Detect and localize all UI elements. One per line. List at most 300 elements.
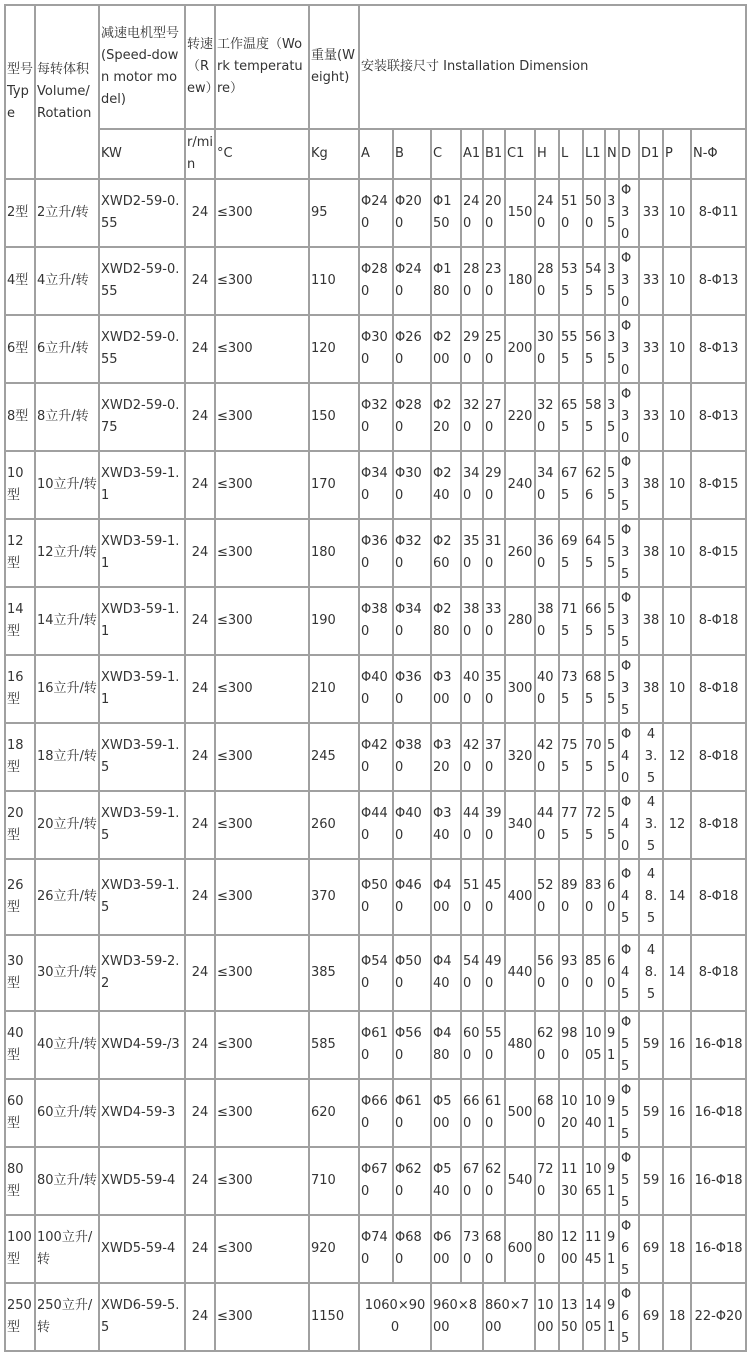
table-row (5, 179, 746, 247)
cell-a: Φ740 (359, 1215, 393, 1283)
table-row (5, 1283, 746, 1351)
cell-type: 6型 (5, 315, 35, 383)
cell-b: Φ610 (393, 1079, 431, 1147)
cell-b1: 270 (483, 383, 505, 451)
cell-volume: 14立升/转 (35, 587, 99, 655)
unit-cell: L (559, 129, 583, 179)
cell-volume: 6立升/转 (35, 315, 99, 383)
cell-motor: XWD6-59-5.5 (99, 1283, 185, 1351)
table-row (5, 1215, 746, 1283)
cell-c1: 200 (505, 315, 535, 383)
cell-h: 680 (535, 1079, 559, 1147)
cell-h: 360 (535, 519, 559, 587)
cell-temp: ≤300 (215, 791, 309, 859)
cell-a1: 660 (461, 1079, 483, 1147)
cell-h: 340 (535, 451, 559, 519)
cell-c: Φ600 (431, 1215, 461, 1283)
cell-b: Φ680 (393, 1215, 431, 1283)
cell-a: Φ320 (359, 383, 393, 451)
cell-l1: 1065 (583, 1147, 605, 1215)
cell-nphi: 16-Φ18 (691, 1147, 746, 1215)
cell-c: Φ400 (431, 859, 461, 935)
cell-d: Φ65 (619, 1283, 639, 1351)
cell-nphi: 8-Φ18 (691, 655, 746, 723)
cell-nphi: 8-Φ13 (691, 315, 746, 383)
unit-cell: KW (99, 129, 185, 179)
table-row (5, 247, 746, 315)
cell-l1: 665 (583, 587, 605, 655)
cell-d: Φ45 (619, 859, 639, 935)
table-row (5, 859, 746, 935)
cell-speed: 24 (185, 859, 215, 935)
cell-a1: 420 (461, 723, 483, 791)
cell-n: 55 (605, 451, 619, 519)
cell-h: 380 (535, 587, 559, 655)
cell-p: 12 (663, 791, 691, 859)
cell-speed: 24 (185, 935, 215, 1011)
table-row (5, 655, 746, 723)
cell-p: 14 (663, 935, 691, 1011)
cell-p: 10 (663, 587, 691, 655)
cell-c1: 480 (505, 1011, 535, 1079)
cell-b1: 680 (483, 1215, 505, 1283)
cell-a: Φ340 (359, 451, 393, 519)
cell-d: Φ55 (619, 1011, 639, 1079)
unit-cell: Kg (309, 129, 359, 179)
cell-n: 60 (605, 935, 619, 1011)
cell-l: 510 (559, 179, 583, 247)
cell-volume: 4立升/转 (35, 247, 99, 315)
cell-motor: XWD3-59-2.2 (99, 935, 185, 1011)
cell-l1: 500 (583, 179, 605, 247)
cell-l: 695 (559, 519, 583, 587)
cell-b1: 370 (483, 723, 505, 791)
cell-c1: 300 (505, 655, 535, 723)
cell-d: Φ55 (619, 1147, 639, 1215)
cell-d1: 69 (639, 1283, 663, 1351)
cell-c1: 280 (505, 587, 535, 655)
cell-l: 1200 (559, 1215, 583, 1283)
header-volume: 每转体积Volume/Rotation (35, 5, 99, 179)
cell-motor: XWD3-59-1.5 (99, 723, 185, 791)
unit-cell: L1 (583, 129, 605, 179)
cell-b: Φ360 (393, 655, 431, 723)
unit-cell: N-Φ (691, 129, 746, 179)
cell-type: 16型 (5, 655, 35, 723)
cell-a1: 380 (461, 587, 483, 655)
cell-nphi: 8-Φ11 (691, 179, 746, 247)
cell-l: 735 (559, 655, 583, 723)
cell-volume: 30立升/转 (35, 935, 99, 1011)
cell-c1: 320 (505, 723, 535, 791)
cell-d1: 33 (639, 179, 663, 247)
cell-n: 91 (605, 1215, 619, 1283)
cell-h: 300 (535, 315, 559, 383)
cell-h: 440 (535, 791, 559, 859)
cell-temp: ≤300 (215, 1283, 309, 1351)
cell-nphi: 8-Φ13 (691, 383, 746, 451)
cell-type: 4型 (5, 247, 35, 315)
cell-b1: 620 (483, 1147, 505, 1215)
cell-nphi: 8-Φ18 (691, 587, 746, 655)
cell-volume: 2立升/转 (35, 179, 99, 247)
cell-nphi: 16-Φ18 (691, 1079, 746, 1147)
cell-l: 890 (559, 859, 583, 935)
cell-type: 20型 (5, 791, 35, 859)
cell-d1: 38 (639, 451, 663, 519)
cell-b: Φ400 (393, 791, 431, 859)
cell-b: Φ200 (393, 179, 431, 247)
cell-temp: ≤300 (215, 723, 309, 791)
cell-speed: 24 (185, 1147, 215, 1215)
cell-volume: 16立升/转 (35, 655, 99, 723)
unit-cell: B (393, 129, 431, 179)
cell-c: Φ280 (431, 587, 461, 655)
cell-b: Φ260 (393, 315, 431, 383)
cell-a: Φ420 (359, 723, 393, 791)
cell-n: 91 (605, 1079, 619, 1147)
cell-volume: 60立升/转 (35, 1079, 99, 1147)
header-speed: 转速（Rew） (185, 5, 215, 129)
unit-cell: H (535, 129, 559, 179)
unit-cell: C (431, 129, 461, 179)
unit-cell: A (359, 129, 393, 179)
cell-speed: 24 (185, 1011, 215, 1079)
cell-b: Φ380 (393, 723, 431, 791)
cell-l1: 1040 (583, 1079, 605, 1147)
cell-weight: 1150 (309, 1283, 359, 1351)
cell-type: 250型 (5, 1283, 35, 1351)
cell-a: Φ500 (359, 859, 393, 935)
cell-n: 35 (605, 315, 619, 383)
cell-b: Φ240 (393, 247, 431, 315)
cell-a1c1: 860×700 (483, 1283, 535, 1351)
cell-c: Φ480 (431, 1011, 461, 1079)
cell-n: 55 (605, 723, 619, 791)
cell-type: 30型 (5, 935, 35, 1011)
cell-type: 60型 (5, 1079, 35, 1147)
cell-bc: 960×800 (431, 1283, 483, 1351)
cell-c: Φ220 (431, 383, 461, 451)
cell-nphi: 8-Φ18 (691, 723, 746, 791)
unit-cell: r/min (185, 129, 215, 179)
cell-motor: XWD5-59-4 (99, 1147, 185, 1215)
cell-h: 320 (535, 383, 559, 451)
cell-nphi: 8-Φ18 (691, 791, 746, 859)
cell-nphi: 8-Φ15 (691, 519, 746, 587)
cell-c: Φ300 (431, 655, 461, 723)
cell-temp: ≤300 (215, 247, 309, 315)
cell-motor: XWD2-59-0.55 (99, 247, 185, 315)
cell-c: Φ200 (431, 315, 461, 383)
cell-n: 35 (605, 383, 619, 451)
cell-a: Φ300 (359, 315, 393, 383)
cell-weight: 710 (309, 1147, 359, 1215)
cell-d1: 59 (639, 1079, 663, 1147)
cell-b1: 250 (483, 315, 505, 383)
cell-temp: ≤300 (215, 519, 309, 587)
cell-a1: 730 (461, 1215, 483, 1283)
cell-a: Φ360 (359, 519, 393, 587)
cell-l: 715 (559, 587, 583, 655)
cell-weight: 150 (309, 383, 359, 451)
cell-p: 10 (663, 519, 691, 587)
cell-p: 16 (663, 1011, 691, 1079)
cell-d1: 59 (639, 1147, 663, 1215)
cell-nphi: 8-Φ15 (691, 451, 746, 519)
cell-weight: 620 (309, 1079, 359, 1147)
cell-b1: 230 (483, 247, 505, 315)
cell-a1: 510 (461, 859, 483, 935)
cell-d1: 59 (639, 1011, 663, 1079)
cell-b: Φ300 (393, 451, 431, 519)
cell-l1: 705 (583, 723, 605, 791)
cell-volume: 100立升/转 (35, 1215, 99, 1283)
cell-b: Φ500 (393, 935, 431, 1011)
cell-l: 535 (559, 247, 583, 315)
cell-a1: 240 (461, 179, 483, 247)
cell-a1: 440 (461, 791, 483, 859)
unit-cell: A1 (461, 129, 483, 179)
cell-n: 60 (605, 859, 619, 935)
table-row (5, 1011, 746, 1079)
cell-temp: ≤300 (215, 451, 309, 519)
cell-volume: 18立升/转 (35, 723, 99, 791)
cell-motor: XWD3-59-1.1 (99, 655, 185, 723)
cell-c1: 220 (505, 383, 535, 451)
header-motor: 减速电机型号(Speed-down motor model) (99, 5, 185, 129)
cell-type: 10型 (5, 451, 35, 519)
cell-motor: XWD4-59-/3 (99, 1011, 185, 1079)
cell-d1: 33 (639, 315, 663, 383)
cell-h: 520 (535, 859, 559, 935)
cell-weight: 245 (309, 723, 359, 791)
cell-h: 400 (535, 655, 559, 723)
cell-type: 2型 (5, 179, 35, 247)
cell-d1: 48.5 (639, 859, 663, 935)
cell-volume: 10立升/转 (35, 451, 99, 519)
cell-temp: ≤300 (215, 1147, 309, 1215)
cell-c1: 400 (505, 859, 535, 935)
cell-b1: 330 (483, 587, 505, 655)
cell-a1: 670 (461, 1147, 483, 1215)
cell-a: Φ440 (359, 791, 393, 859)
cell-l: 555 (559, 315, 583, 383)
cell-a1: 400 (461, 655, 483, 723)
cell-a: Φ670 (359, 1147, 393, 1215)
unit-cell: P (663, 129, 691, 179)
cell-weight: 920 (309, 1215, 359, 1283)
cell-d1: 43.5 (639, 723, 663, 791)
cell-temp: ≤300 (215, 1011, 309, 1079)
cell-d1: 33 (639, 247, 663, 315)
cell-l: 1020 (559, 1079, 583, 1147)
cell-b: Φ340 (393, 587, 431, 655)
cell-l: 755 (559, 723, 583, 791)
cell-b: Φ620 (393, 1147, 431, 1215)
units-row (5, 129, 746, 179)
cell-nphi: 16-Φ18 (691, 1215, 746, 1283)
cell-n: 35 (605, 179, 619, 247)
cell-motor: XWD4-59-3 (99, 1079, 185, 1147)
cell-motor: XWD2-59-0.75 (99, 383, 185, 451)
cell-a1: 540 (461, 935, 483, 1011)
cell-temp: ≤300 (215, 859, 309, 935)
cell-type: 14型 (5, 587, 35, 655)
cell-b1: 310 (483, 519, 505, 587)
cell-volume: 26立升/转 (35, 859, 99, 935)
cell-l: 675 (559, 451, 583, 519)
cell-h: 620 (535, 1011, 559, 1079)
cell-p: 10 (663, 655, 691, 723)
cell-d: Φ30 (619, 247, 639, 315)
cell-c1: 440 (505, 935, 535, 1011)
cell-speed: 24 (185, 587, 215, 655)
cell-a: Φ380 (359, 587, 393, 655)
cell-c1: 240 (505, 451, 535, 519)
cell-b: Φ320 (393, 519, 431, 587)
cell-h: 800 (535, 1215, 559, 1283)
unit-cell: D1 (639, 129, 663, 179)
table-row (5, 723, 746, 791)
cell-weight: 385 (309, 935, 359, 1011)
cell-c1: 500 (505, 1079, 535, 1147)
cell-b: Φ560 (393, 1011, 431, 1079)
cell-l1: 685 (583, 655, 605, 723)
cell-type: 80型 (5, 1147, 35, 1215)
table-row (5, 1147, 746, 1215)
cell-temp: ≤300 (215, 1079, 309, 1147)
cell-motor: XWD3-59-1.5 (99, 791, 185, 859)
cell-volume: 8立升/转 (35, 383, 99, 451)
cell-temp: ≤300 (215, 1215, 309, 1283)
cell-a: Φ610 (359, 1011, 393, 1079)
cell-temp: ≤300 (215, 179, 309, 247)
cell-c: Φ180 (431, 247, 461, 315)
cell-type: 100型 (5, 1215, 35, 1283)
table-row (5, 935, 746, 1011)
cell-weight: 180 (309, 519, 359, 587)
cell-p: 10 (663, 247, 691, 315)
cell-l1: 585 (583, 383, 605, 451)
cell-l1: 850 (583, 935, 605, 1011)
cell-motor: XWD5-59-4 (99, 1215, 185, 1283)
cell-b1: 290 (483, 451, 505, 519)
cell-motor: XWD2-59-0.55 (99, 315, 185, 383)
cell-type: 18型 (5, 723, 35, 791)
cell-c: Φ240 (431, 451, 461, 519)
cell-p: 10 (663, 315, 691, 383)
cell-ab: 1060×900 (359, 1283, 431, 1351)
cell-speed: 24 (185, 451, 215, 519)
cell-speed: 24 (185, 1283, 215, 1351)
cell-l: 1350 (559, 1283, 583, 1351)
cell-b1: 390 (483, 791, 505, 859)
cell-b1: 350 (483, 655, 505, 723)
cell-speed: 24 (185, 723, 215, 791)
table-row (5, 383, 746, 451)
cell-d: Φ35 (619, 519, 639, 587)
cell-type: 12型 (5, 519, 35, 587)
cell-l1: 626 (583, 451, 605, 519)
cell-h: 720 (535, 1147, 559, 1215)
cell-speed: 24 (185, 383, 215, 451)
cell-n: 35 (605, 247, 619, 315)
cell-volume: 40立升/转 (35, 1011, 99, 1079)
cell-h: 420 (535, 723, 559, 791)
header-weight: 重量(Weight) (309, 5, 359, 129)
cell-d1: 48.5 (639, 935, 663, 1011)
cell-b: Φ460 (393, 859, 431, 935)
cell-a: Φ540 (359, 935, 393, 1011)
cell-b1: 490 (483, 935, 505, 1011)
cell-d: Φ45 (619, 935, 639, 1011)
cell-h: 240 (535, 179, 559, 247)
header-temp: 工作温度（Work temperature） (215, 5, 309, 129)
cell-weight: 120 (309, 315, 359, 383)
cell-d: Φ40 (619, 723, 639, 791)
unit-cell: C1 (505, 129, 535, 179)
cell-speed: 24 (185, 1215, 215, 1283)
cell-l1: 1145 (583, 1215, 605, 1283)
cell-nphi: 8-Φ18 (691, 859, 746, 935)
cell-a: Φ240 (359, 179, 393, 247)
cell-motor: XWD3-59-1.5 (99, 859, 185, 935)
cell-d: Φ30 (619, 179, 639, 247)
cell-weight: 190 (309, 587, 359, 655)
cell-temp: ≤300 (215, 383, 309, 451)
cell-motor: XWD3-59-1.1 (99, 519, 185, 587)
cell-a1: 320 (461, 383, 483, 451)
cell-b1: 200 (483, 179, 505, 247)
cell-a1: 350 (461, 519, 483, 587)
table-row (5, 315, 746, 383)
cell-weight: 210 (309, 655, 359, 723)
unit-cell: N (605, 129, 619, 179)
cell-l: 1130 (559, 1147, 583, 1215)
cell-l1: 830 (583, 859, 605, 935)
cell-d: Φ35 (619, 587, 639, 655)
cell-speed: 24 (185, 315, 215, 383)
cell-d1: 69 (639, 1215, 663, 1283)
cell-a1: 340 (461, 451, 483, 519)
cell-b: Φ280 (393, 383, 431, 451)
cell-a: Φ400 (359, 655, 393, 723)
cell-d1: 38 (639, 587, 663, 655)
cell-b1: 610 (483, 1079, 505, 1147)
table-row (5, 587, 746, 655)
cell-d1: 43.5 (639, 791, 663, 859)
cell-l: 930 (559, 935, 583, 1011)
cell-weight: 260 (309, 791, 359, 859)
cell-speed: 24 (185, 247, 215, 315)
cell-motor: XWD3-59-1.1 (99, 451, 185, 519)
cell-c: Φ320 (431, 723, 461, 791)
table-row (5, 451, 746, 519)
cell-p: 14 (663, 859, 691, 935)
cell-n: 55 (605, 655, 619, 723)
cell-speed: 24 (185, 655, 215, 723)
header-type: 型号Type (5, 5, 35, 179)
cell-nphi: 8-Φ18 (691, 935, 746, 1011)
cell-temp: ≤300 (215, 315, 309, 383)
cell-l1: 1005 (583, 1011, 605, 1079)
cell-p: 10 (663, 451, 691, 519)
cell-c: Φ540 (431, 1147, 461, 1215)
cell-motor: XWD2-59-0.55 (99, 179, 185, 247)
cell-volume: 20立升/转 (35, 791, 99, 859)
cell-l: 775 (559, 791, 583, 859)
